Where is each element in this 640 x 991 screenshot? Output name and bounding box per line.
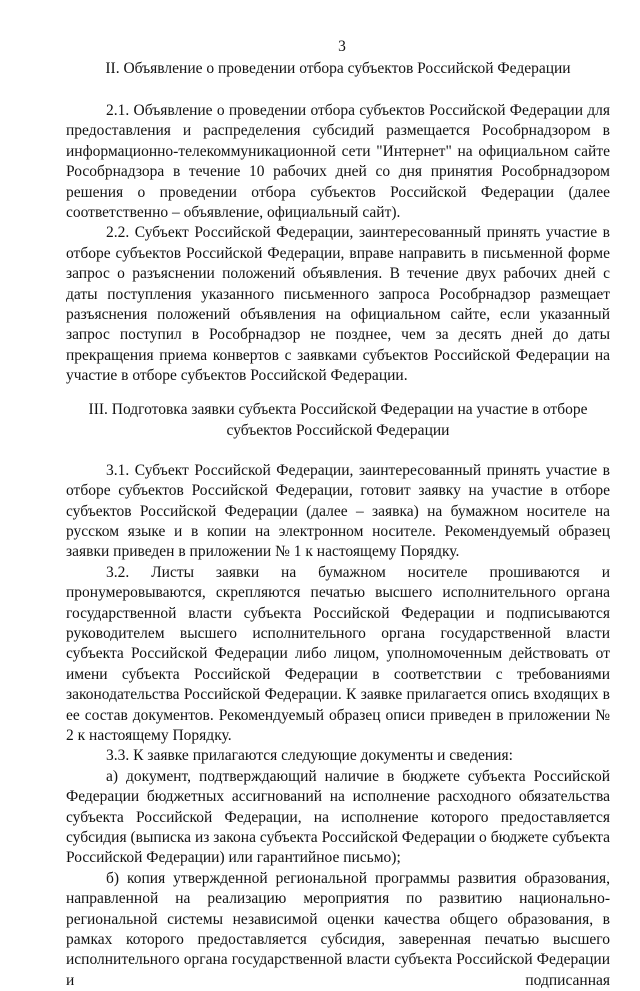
paragraph-3-3-b: б) копия утвержденной региональной программы развития образования, направленной на реализацию мероприятия по развитию национально-региональной системы независимой оценки качества общего образования, в рамках которого предоставляется субсидия, заверенная печатью высшего исполнительного органа государственной власти субъекта Российской Федерации и подписанная — [66, 869, 610, 989]
paragraph-3-3-a: а) документ, подтверждающий наличие в бюджете субъекта Российской Федерации бюджетных ассигнований на исполнение расходного обязательства субъекта Российской Федерации, на исполнение которого предоставляется субсидия (выписка из закона субъекта Российской Федерации о бюджете субъекта Российской Федерации) или гарантийное письмо); — [66, 767, 610, 867]
paragraph-2-2: 2.2. Субъект Российской Федерации, заинтересованный принять участие в отборе субъектов Российской Федерации, вправе направить в письменной форме запрос о разъяснении положений объявления. В течение двух рабочих дней с даты поступления указанного письменного запроса Рособрнадзор размещает разъяснения положений объявления на официальном сайте, если указанный запрос поступил в Рособрнадзор не позднее, чем за десять дней до даты прекращения приема конвертов с заявками субъектов Российской Федерации на участие в отборе субъектов Российской Федерации. — [66, 224, 610, 385]
page-number: 3 — [338, 38, 346, 55]
section-3-heading-line2: субъектов Российской Федерации — [226, 421, 450, 439]
section-3-heading-line1: III. Подготовка заявки субъекта Российской Федерации на участие в отборе — [88, 400, 588, 418]
paragraph-3-1: 3.1. Субъект Российской Федерации, заинтересованный принять участие в отборе субъектов Российской Федерации, готовит заявку на участие в отборе субъектов Российской Федерации (далее – заявка) на бумажном носителе на русском языке и в копии на электронном носителе. Рекомендуемый образец заявки приведен в приложении № 1 к настоящему Порядку. — [66, 461, 610, 561]
paragraph-2-1: 2.1. Объявление о проведении отбора субъектов Российской Федерации для предоставления и распределения субсидий размещается Рособрнадзором в информационно-телекоммуникационной сети "Интернет" на официальном сайте Рособрнадзора в течение 10 рабочих дней со дня принятия Рособрнадзором решения о проведении отбора субъектов Российской Федерации (далее соответственно – объявление, официальный сайт). — [66, 102, 610, 222]
section-2-heading: II. Объявление о проведении отбора субъектов Российской Федерации — [105, 60, 571, 77]
paragraph-3-3: 3.3. К заявке прилагаются следующие документы и сведения: — [106, 747, 513, 765]
section-3-heading — [66, 399, 610, 441]
paragraph-3-2: 3.2. Листы заявки на бумажном носителе прошиваются и пронумеровываются, скрепляются печатью высшего исполнительного органа государственной власти субъекта Российской Федерации и подписываются руководителем высшего исполнительного органа государственной власти субъекта Российской Федерации либо лицом, уполномоченным действовать от имени субъекта Российской Федерации в соответствии с требованиями законодательства Российской Федерации. К заявке прилагается опись входящих в ее состав документов. Рекомендуемый образец описи приведен в приложении № 2 к настоящему Порядку. — [66, 563, 610, 744]
